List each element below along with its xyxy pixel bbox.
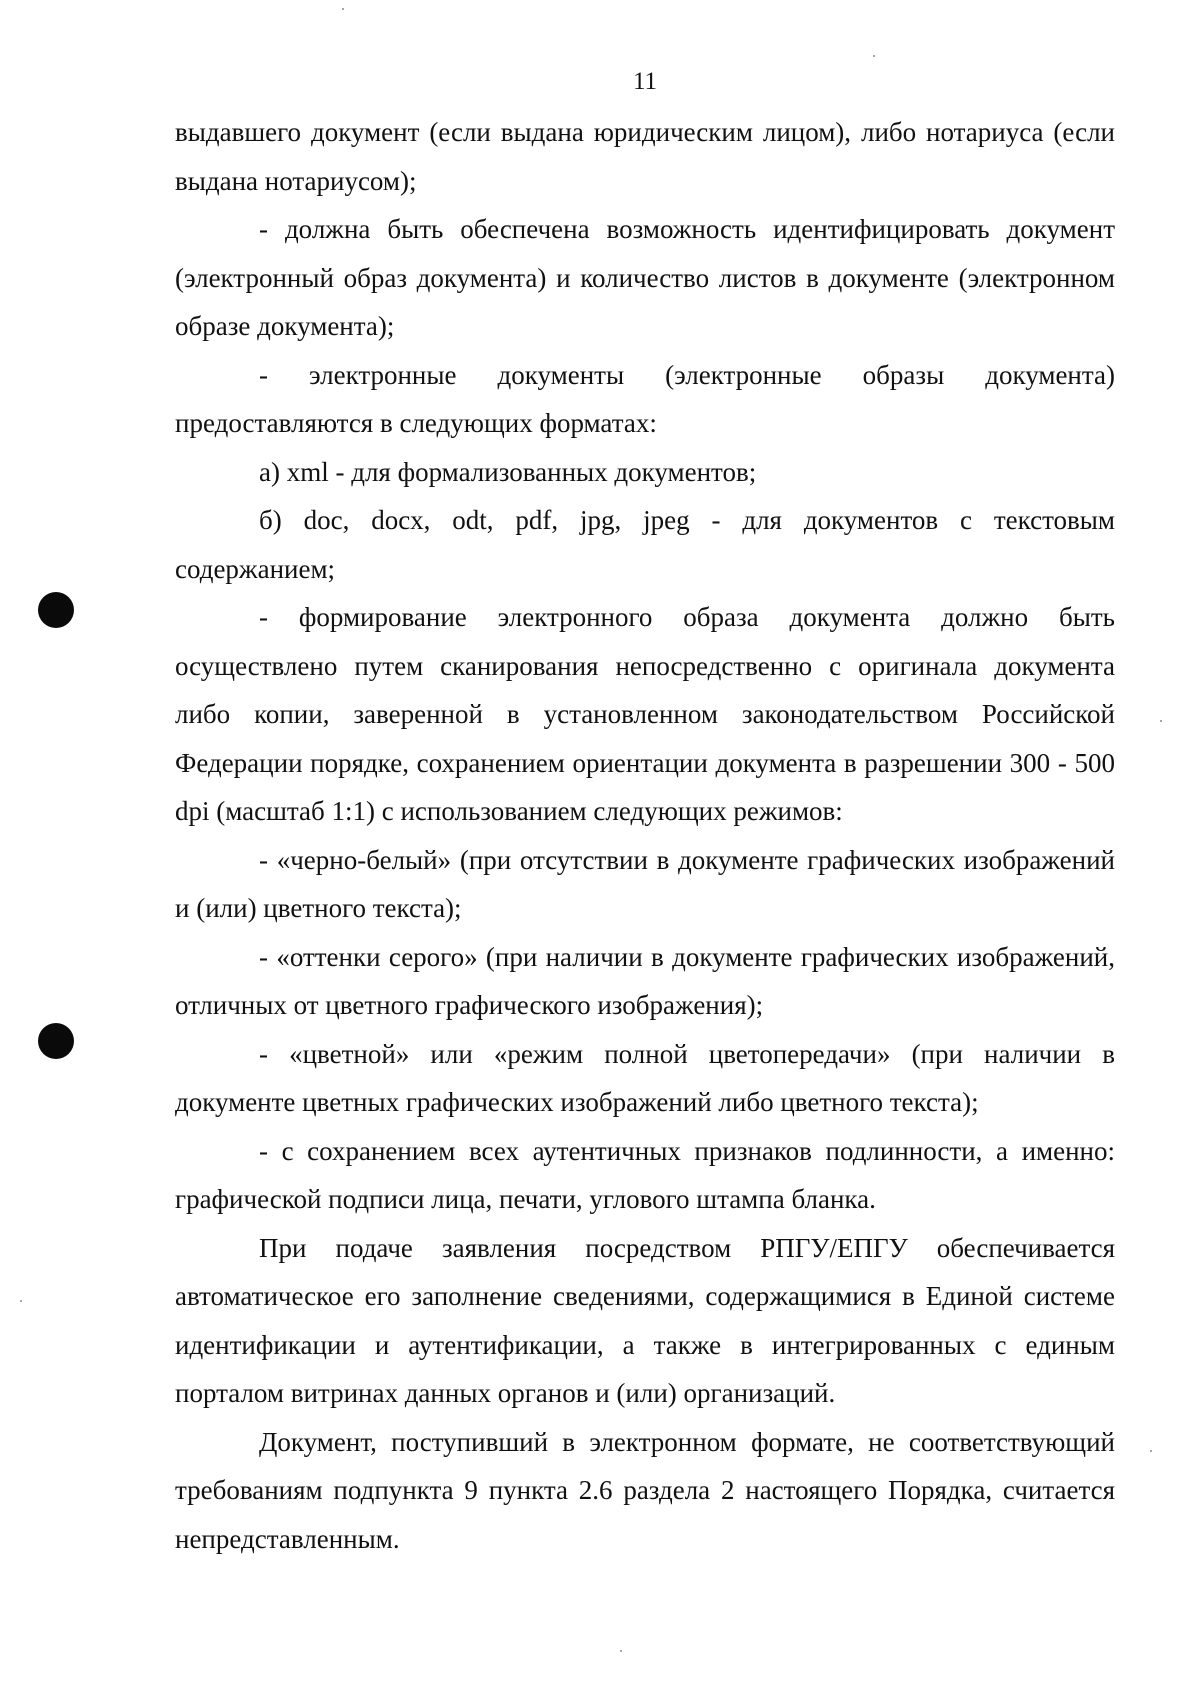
paragraph-rejection: Документ, поступивший в электронном формате, не соответствующий требованиям подпункта 9 пункта 2.6 раздела 2 настоящего Порядка, считается непредставленным. [175,1426,1115,1554]
paragraph-scanning: - формирование электронного образа документа должно быть осуществлено путем сканирования непосредственно с оригинала документа либо копии, заверенной в установленном законодательством Российской Федерации порядке, сохранением ориентации документа в разрешении 300 - 500 dpi (масштаб 1:1) с использованием следующих режимов: [175,602,1115,826]
punch-hole [38,1023,74,1059]
paragraph-formats: - электронные документы (электронные образы документа) предоставляются в следующих форматах: [175,359,1115,438]
paragraph-mode-color: - «цветной» или «режим полной цветопередачи» (при наличии в документе цветных графических изображений либо цветного текста); [175,1038,1115,1117]
scan-speck [20,1300,22,1302]
scan-speck [620,1650,622,1652]
scan-speck [1160,720,1162,722]
paragraph-format-xml: а) xml - для формализованных документов; [259,456,757,487]
paragraph-identification: - должна быть обеспечена возможность идентифицировать документ (электронный образ документа) и количество листов в документе (электронном образе документа); [175,214,1115,341]
document-body [175,108,1115,1563]
paragraph-rpgu: При подаче заявления посредством РПГУ/ЕПГУ обеспечивается автоматическое его заполнение сведениями, содержащимися в Единой системе идентификации и аутентификации, а также в интегрированных с единым порталом витринах данных органов и (или) организаций. [175,1232,1115,1408]
punch-hole [38,592,74,628]
paragraph-continuation: выдавшего документ (если выдана юридическим лицом), либо нотариуса (если выдана нотариусом); [175,117,1115,196]
scan-speck [1150,1450,1152,1452]
paragraph-format-text: б) doc, docx, odt, pdf, jpg, jpeg - для документов с текстовым содержанием; [175,505,1115,584]
paragraph-authenticity: - с сохранением всех аутентичных признаков подлинности, а именно: графической подписи лица, печати, углового штампа бланка. [175,1135,1115,1214]
page-number: 11 [632,68,658,95]
scan-speck [342,8,344,10]
paragraph-mode-grayscale: - «оттенки серого» (при наличии в документе графических изображений, отличных от цветного графического изображения); [175,941,1115,1020]
paragraph-mode-bw: - «черно-белый» (при отсутствии в документе графических изображений и (или) цветного текста); [175,844,1115,923]
scan-speck [873,55,875,57]
